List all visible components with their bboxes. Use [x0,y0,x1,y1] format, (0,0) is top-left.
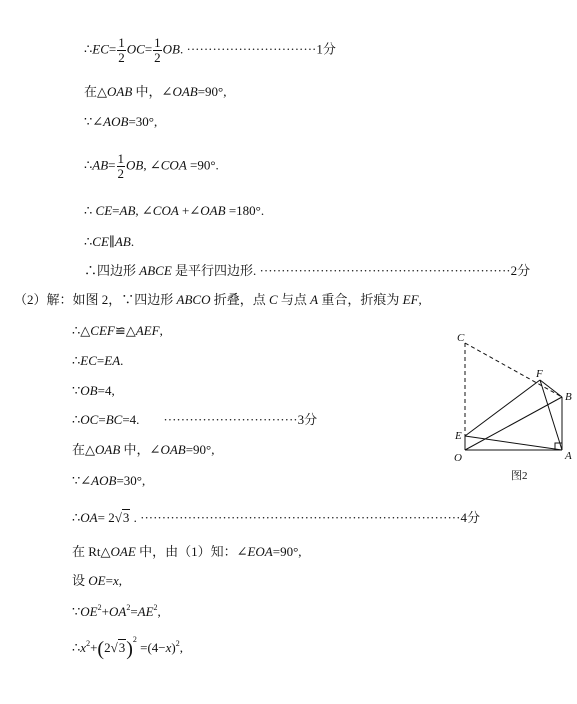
line-rt-triangle-oae: 在 Rt△OAE 中，由（1）知：∠EOA=90°, [72,544,302,559]
score-mark: 4分 [460,510,480,525]
line-pythagoras: $\because OE^2+OA^2=AE^2$, [72,603,161,619]
line-ec-eq-ea: ∴EC=EA. [72,353,124,368]
edge-fb [540,380,562,397]
figure-2 [445,325,575,494]
edge-ea [465,436,562,450]
line-angle-aob-2: ∵∠AOB=30°, [72,473,146,488]
sqrt-sign: √ [114,510,122,525]
fraction-half: $\frac{1}{2}$ [118,35,125,65]
score-mark: 3分 [297,412,318,427]
label-c: C [457,332,465,344]
line-oa-value: ∴OA= 2√3 . ··········································································4分 [72,510,480,525]
line-ce-eq-ab: ∴ CE=AB, ∠COA +∠OAB =180°. [84,203,265,218]
label-o: O [454,452,462,464]
line-ce-parallel-ab: ∴CE∥AB. [84,234,135,249]
label-e: E [455,430,462,442]
line-parallelogram: ∴四边形 ABCE 是平行四边形. ··························································2分 [84,263,531,278]
score-mark: 1分 [316,41,336,57]
line-in-triangle-oab-2: 在△OAB 中，∠OAB=90°, [72,442,215,457]
figure-caption: 图2 [511,470,528,482]
label-b: B [565,391,572,403]
edge-cb-dashed [465,343,562,397]
line-equation: $\therefore x^2+(2√3)^2 =(4-x)^2$, [72,635,184,660]
line-ab-half-ob: ∴AB= $\frac{1}{2}$ OB, ∠COA =90°. [84,151,219,181]
line-oc-eq-bc: ∴OC=BC=4. ·······························3分 [72,412,318,427]
edge-ef [465,380,540,436]
line-congruent: ∴△CEF≌△AEF, [72,323,163,338]
line-ob-eq-4: ∵OB=4, [72,383,115,398]
score-mark: 2分 [510,263,531,278]
fraction-half: $\frac{1}{2}$ [117,151,125,181]
geometry-diagram [445,325,575,490]
label-f: F [536,368,543,380]
line-in-triangle-oab: 在△OAB 中，∠OAB=90°, [84,84,227,99]
line-angle-aob: ∵∠AOB=30°, [84,114,158,129]
line-part2-intro: （2）解：如图 2，∵四边形 ABCO 折叠，点 C 与点 A 重合，折痕为 EF, [14,292,422,307]
line-ec-half-oc: ∴EC= $\frac{1}{2}$ OC= $\frac{1}{2}$ OB. ······························1分 [84,35,336,65]
label-a: A [565,450,572,462]
fraction-half: $\frac{1}{2}$ [154,35,161,65]
sqrt-sign: √ [110,640,118,655]
line-let-oe-x: 设 OE=x, [72,573,122,588]
